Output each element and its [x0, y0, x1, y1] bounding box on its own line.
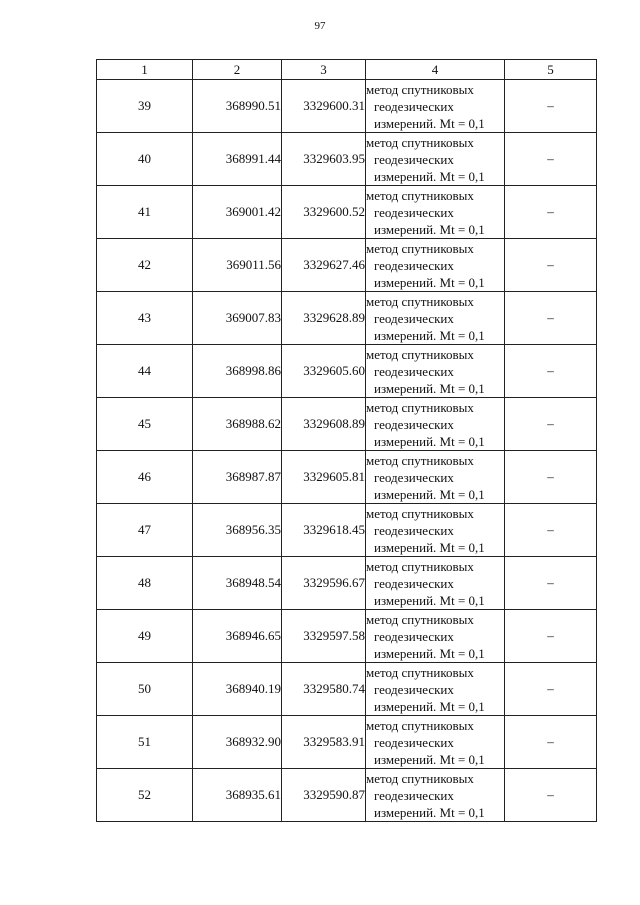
method-line: измерений. Mt = 0,1 — [374, 592, 485, 608]
point-number-cell: 48 — [97, 557, 193, 610]
method-line: геодезических — [374, 681, 454, 697]
x-coordinate-cell: 368998.86 — [193, 345, 282, 398]
y-coordinate-cell: 3329590.87 — [282, 769, 366, 822]
y-coordinate-cell: 3329597.58 — [282, 610, 366, 663]
point-number-cell: 40 — [97, 133, 193, 186]
table-row — [97, 398, 597, 451]
method-line: метод спутниковых — [366, 664, 474, 680]
note-cell: – — [505, 292, 597, 345]
method-cell — [366, 557, 505, 610]
point-number-cell: 47 — [97, 504, 193, 557]
method-line: метод спутниковых — [366, 134, 474, 150]
y-coordinate-cell: 3329603.95 — [282, 133, 366, 186]
method-line: геодезических — [374, 787, 454, 803]
note-cell: – — [505, 610, 597, 663]
method-line: метод спутниковых — [366, 558, 474, 574]
note-cell: – — [505, 451, 597, 504]
point-number-cell: 44 — [97, 345, 193, 398]
x-coordinate-cell: 368987.87 — [193, 451, 282, 504]
x-coordinate-cell: 369001.42 — [193, 186, 282, 239]
method-line: метод спутниковых — [366, 505, 474, 521]
note-cell: – — [505, 239, 597, 292]
x-coordinate-cell: 368956.35 — [193, 504, 282, 557]
y-coordinate-cell: 3329596.67 — [282, 557, 366, 610]
x-coordinate-cell: 368946.65 — [193, 610, 282, 663]
y-coordinate-cell: 3329608.89 — [282, 398, 366, 451]
y-coordinate-cell: 3329618.45 — [282, 504, 366, 557]
method-line: геодезических — [374, 151, 454, 167]
header-row — [97, 60, 597, 80]
method-cell — [366, 451, 505, 504]
table-row — [97, 186, 597, 239]
y-coordinate-cell: 3329628.89 — [282, 292, 366, 345]
method-cell — [366, 292, 505, 345]
column-header-2: 2 — [193, 60, 282, 80]
table-row — [97, 610, 597, 663]
method-line: метод спутниковых — [366, 717, 474, 733]
point-number-cell: 51 — [97, 716, 193, 769]
method-cell — [366, 133, 505, 186]
column-header-3: 3 — [282, 60, 366, 80]
method-line: геодезических — [374, 416, 454, 432]
column-header-5: 5 — [505, 60, 597, 80]
table-row — [97, 133, 597, 186]
point-number-cell: 41 — [97, 186, 193, 239]
method-line: измерений. Mt = 0,1 — [374, 486, 485, 502]
x-coordinate-cell: 369011.56 — [193, 239, 282, 292]
method-line: метод спутниковых — [366, 187, 474, 203]
method-line: геодезических — [374, 257, 454, 273]
table-row — [97, 504, 597, 557]
method-cell — [366, 345, 505, 398]
x-coordinate-cell: 368948.54 — [193, 557, 282, 610]
method-line: метод спутниковых — [366, 770, 474, 786]
note-cell: – — [505, 345, 597, 398]
note-cell: – — [505, 716, 597, 769]
x-coordinate-cell: 368991.44 — [193, 133, 282, 186]
y-coordinate-cell: 3329605.60 — [282, 345, 366, 398]
method-line: метод спутниковых — [366, 293, 474, 309]
y-coordinate-cell: 3329605.81 — [282, 451, 366, 504]
table-row — [97, 769, 597, 822]
method-line: метод спутниковых — [366, 346, 474, 362]
table-row — [97, 292, 597, 345]
method-cell — [366, 239, 505, 292]
note-cell: – — [505, 557, 597, 610]
method-cell — [366, 663, 505, 716]
method-line: метод спутниковых — [366, 399, 474, 415]
table-row — [97, 451, 597, 504]
y-coordinate-cell: 3329600.52 — [282, 186, 366, 239]
coordinates-table — [96, 59, 597, 822]
method-cell — [366, 716, 505, 769]
method-cell — [366, 80, 505, 133]
note-cell: – — [505, 504, 597, 557]
point-number-cell: 42 — [97, 239, 193, 292]
method-line: геодезических — [374, 575, 454, 591]
method-line: измерений. Mt = 0,1 — [374, 433, 485, 449]
x-coordinate-cell: 368990.51 — [193, 80, 282, 133]
note-cell: – — [505, 398, 597, 451]
point-number-cell: 52 — [97, 769, 193, 822]
method-cell — [366, 769, 505, 822]
point-number-cell: 49 — [97, 610, 193, 663]
point-number-cell: 50 — [97, 663, 193, 716]
x-coordinate-cell: 368935.61 — [193, 769, 282, 822]
note-cell: – — [505, 133, 597, 186]
column-header-1: 1 — [97, 60, 193, 80]
page-number: 97 — [314, 20, 326, 32]
method-line: геодезических — [374, 469, 454, 485]
y-coordinate-cell: 3329600.31 — [282, 80, 366, 133]
x-coordinate-cell: 368940.19 — [193, 663, 282, 716]
x-coordinate-cell: 368988.62 — [193, 398, 282, 451]
method-line: геодезических — [374, 204, 454, 220]
method-line: измерений. Mt = 0,1 — [374, 380, 485, 396]
table-row — [97, 663, 597, 716]
method-line: геодезических — [374, 363, 454, 379]
column-header-4: 4 — [366, 60, 505, 80]
method-line: метод спутниковых — [366, 81, 474, 97]
method-line: измерений. Mt = 0,1 — [374, 168, 485, 184]
method-line: измерений. Mt = 0,1 — [374, 115, 485, 131]
method-line: геодезических — [374, 734, 454, 750]
method-line: измерений. Mt = 0,1 — [374, 327, 485, 343]
table-row — [97, 80, 597, 133]
method-cell — [366, 398, 505, 451]
point-number-cell: 43 — [97, 292, 193, 345]
method-line: измерений. Mt = 0,1 — [374, 804, 485, 820]
method-line: измерений. Mt = 0,1 — [374, 698, 485, 714]
table-row — [97, 716, 597, 769]
method-line: геодезических — [374, 98, 454, 114]
method-line: измерений. Mt = 0,1 — [374, 274, 485, 290]
table-row — [97, 345, 597, 398]
y-coordinate-cell: 3329583.91 — [282, 716, 366, 769]
note-cell: – — [505, 663, 597, 716]
method-line: метод спутниковых — [366, 452, 474, 468]
method-line: геодезических — [374, 522, 454, 538]
method-line: измерений. Mt = 0,1 — [374, 645, 485, 661]
note-cell: – — [505, 769, 597, 822]
method-line: метод спутниковых — [366, 611, 474, 627]
method-cell — [366, 610, 505, 663]
x-coordinate-cell: 369007.83 — [193, 292, 282, 345]
method-line: метод спутниковых — [366, 240, 474, 256]
method-line: геодезических — [374, 628, 454, 644]
table-row — [97, 239, 597, 292]
table-body — [97, 80, 597, 822]
table-header — [97, 60, 597, 80]
note-cell: – — [505, 186, 597, 239]
method-line: измерений. Mt = 0,1 — [374, 751, 485, 767]
method-line: измерений. Mt = 0,1 — [374, 539, 485, 555]
point-number-cell: 45 — [97, 398, 193, 451]
point-number-cell: 46 — [97, 451, 193, 504]
table-row — [97, 557, 597, 610]
method-cell — [366, 186, 505, 239]
note-cell: – — [505, 80, 597, 133]
method-line: геодезических — [374, 310, 454, 326]
x-coordinate-cell: 368932.90 — [193, 716, 282, 769]
point-number-cell: 39 — [97, 80, 193, 133]
y-coordinate-cell: 3329627.46 — [282, 239, 366, 292]
method-cell — [366, 504, 505, 557]
method-line: измерений. Mt = 0,1 — [374, 221, 485, 237]
y-coordinate-cell: 3329580.74 — [282, 663, 366, 716]
